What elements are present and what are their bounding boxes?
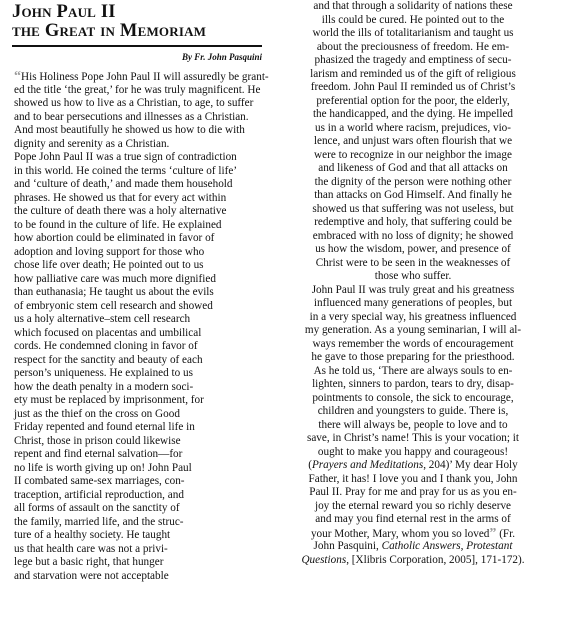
body-line: influenced many generations of peoples, but bbox=[313, 297, 513, 309]
body-line: showed us that suffering was not useless, but bbox=[312, 202, 514, 215]
body-line: us how the wisdom, power, and presence of bbox=[315, 243, 511, 255]
body-line: Christ were to be seen in the weaknesses of bbox=[315, 256, 511, 269]
body-line: Friday repented and found eternal life in bbox=[14, 421, 195, 433]
body-line: which focused on placentas and umbilical bbox=[14, 326, 202, 339]
body-line: chose life over death; He pointed out to us bbox=[14, 259, 204, 271]
citation-book-title: Prayers and Meditations bbox=[311, 459, 424, 471]
body-line: in a very special way, his greatness influenced bbox=[309, 310, 517, 323]
body-line: pointments to console, the sick to encourage, bbox=[312, 391, 514, 404]
body-line: dignity and serenity as a Christian. bbox=[14, 137, 170, 150]
body-line: than euthanasia; He taught us about the evils bbox=[14, 286, 214, 298]
title-line-1: John Paul II bbox=[12, 2, 116, 22]
citation-work-title-cont: Questions bbox=[301, 553, 347, 566]
body-line: redemptive and holy, that suffering could be bbox=[314, 216, 512, 228]
body-line: of embryonic stem cell research and showed bbox=[14, 299, 213, 312]
body-line: ed the title ‘the great,’ for he was truly magnificent. He bbox=[14, 83, 261, 96]
body-line: us a holy alternative–stem cell research bbox=[14, 313, 191, 325]
body-line: and starvation were not acceptable bbox=[14, 569, 169, 582]
body-line: all forms of assault on the sanctity of bbox=[14, 502, 180, 514]
byline: By Fr. John Pasquini bbox=[181, 52, 262, 62]
body-line: were to recognize in our neighbor the image bbox=[314, 148, 512, 161]
body-line: adoption and loving support for those who bbox=[14, 245, 205, 258]
body-column-left bbox=[14, 70, 276, 583]
body-line: ills could be cured. He pointed out to the bbox=[321, 13, 505, 26]
body-line: lence, and unjust wars often flourish that we bbox=[313, 135, 513, 147]
body-line: Christ, those in prison could likewise bbox=[14, 434, 181, 447]
body-line: repent and find eternal salvation—for bbox=[14, 448, 183, 460]
body-line: ture of a healthy society. He taught bbox=[14, 529, 171, 541]
body-line: and may you find eternal rest in the arms of bbox=[315, 513, 511, 525]
body-line: ety must be replaced by imprisonment, for bbox=[14, 394, 204, 406]
body-line: my generation. As a young seminarian, I will al- bbox=[304, 324, 522, 336]
title-line-2: the Great in Memoriam bbox=[12, 21, 207, 41]
body-line: the dignity of the person were nothing other bbox=[314, 175, 512, 188]
body-line: ways remember the words of encouragement bbox=[312, 337, 514, 350]
body-line: respect for the sanctity and beauty of each bbox=[14, 353, 203, 366]
close-quote-mark: ” bbox=[489, 525, 497, 541]
body-line: And most beautifully he showed us how to die with bbox=[14, 124, 245, 136]
body-line: your Mother, Mary, whom you so loved” (Fr. bbox=[310, 525, 516, 541]
body-line: to be found in the culture of life. He explained bbox=[14, 218, 222, 231]
body-line: traception, artificial reproduction, and bbox=[14, 488, 184, 501]
body-line: II combated same-sex marriages, con- bbox=[14, 475, 185, 487]
body-line: John Pasquini, Catholic Answers, Protestant bbox=[313, 540, 513, 552]
body-line: John Paul II was truly great and his greatness bbox=[311, 283, 515, 296]
body-line: Paul II. Pray for me and pray for us as you en- bbox=[309, 486, 517, 498]
body-line: freedom. John Paul II reminded us of Christ’s bbox=[310, 81, 516, 93]
body-line: about the preciousness of freedom. He em- bbox=[316, 40, 510, 53]
body-line: Questions, [Xlibris Corporation, 2005], 171-172). bbox=[301, 553, 525, 566]
body-line: in this world. He coined the terms ‘culture of life’ bbox=[14, 164, 238, 177]
body-line: Pope John Paul II was a true sign of contradiction bbox=[14, 151, 237, 163]
body-line: person’s uniqueness. He explained to us bbox=[14, 367, 193, 379]
open-quote-mark: “ bbox=[14, 69, 21, 84]
body-line: and to bear persecutions and illnesses as a Christian. bbox=[14, 110, 249, 123]
body-line: phrases. He showed us that for every act within bbox=[14, 191, 227, 204]
body-line: Father, it has! I love you and I thank you, John bbox=[308, 472, 518, 485]
body-line: the culture of death there was a holy alternative bbox=[14, 205, 227, 217]
body-line: than attacks on God Himself. And finally he bbox=[314, 189, 512, 201]
body-line: how the death penalty in a modern soci- bbox=[14, 380, 194, 393]
body-line: larism and reminded us of the gift of religious bbox=[310, 67, 516, 80]
body-line: preferential option for the poor, the elderly, bbox=[316, 94, 510, 107]
body-line: lege but a basic right, that hunger bbox=[14, 556, 164, 568]
body-line: phasized the tragedy and emptiness of secu- bbox=[314, 54, 512, 66]
body-line: there will always be, people to love and to bbox=[318, 418, 508, 431]
body-line: showed us how to live as a Christian, to age, to suffer bbox=[14, 97, 254, 109]
body-line: As he told us, ‘There are always souls to en- bbox=[313, 364, 513, 377]
body-line: the family, married life, and the struc- bbox=[14, 515, 184, 528]
body-line: no life is worth giving up on! John Paul bbox=[14, 461, 192, 474]
body-line: (Prayers and Meditations, 204)’ My dear Holy bbox=[308, 459, 518, 471]
body-line: joy the eternal reward you so richly deserve bbox=[314, 499, 512, 512]
body-line: how abortion could be eliminated in favor of bbox=[14, 232, 215, 244]
body-line: cords. He condemned cloning in favor of bbox=[14, 340, 198, 352]
body-line: save, in Christ’s name! This is your vocation; it bbox=[306, 432, 520, 444]
body-line: children and youngsters to guide. There is, bbox=[317, 405, 509, 417]
title-rule bbox=[12, 45, 262, 47]
body-line: us that health care was not a privi- bbox=[14, 542, 168, 555]
body-line: he gave to those preparing for the priesthood. bbox=[311, 351, 515, 363]
body-line: how palliative care was much more dignified bbox=[14, 272, 216, 285]
body-line: ought to make you happy and courageous! bbox=[317, 445, 509, 458]
body-line: and ‘culture of death,’ and made them household bbox=[14, 178, 233, 190]
article-title bbox=[12, 3, 262, 41]
body-line: “His Holiness Pope John Paul II will assuredly be grant- bbox=[14, 69, 269, 84]
body-column-right bbox=[268, 0, 558, 567]
body-line: just as the thief on the cross on Good bbox=[14, 407, 180, 420]
body-line: embraced with no loss of dignity; he showed bbox=[312, 229, 514, 242]
body-line: us in a world where racism, prejudices, vio- bbox=[314, 121, 512, 134]
body-line: world the ills of totalitarianism and taught us bbox=[312, 27, 514, 39]
body-line: lighten, sinners to pardon, tears to dry, disap- bbox=[312, 378, 514, 390]
body-line: and that through a solidarity of nations these bbox=[313, 0, 513, 12]
body-line: the handicapped, and the dying. He impelled bbox=[312, 108, 514, 120]
body-line: those who suffer. bbox=[374, 270, 452, 282]
citation-work-title: Catholic Answers, Protestant bbox=[381, 540, 513, 552]
body-line: and likeness of God and that all attacks on bbox=[318, 162, 508, 174]
